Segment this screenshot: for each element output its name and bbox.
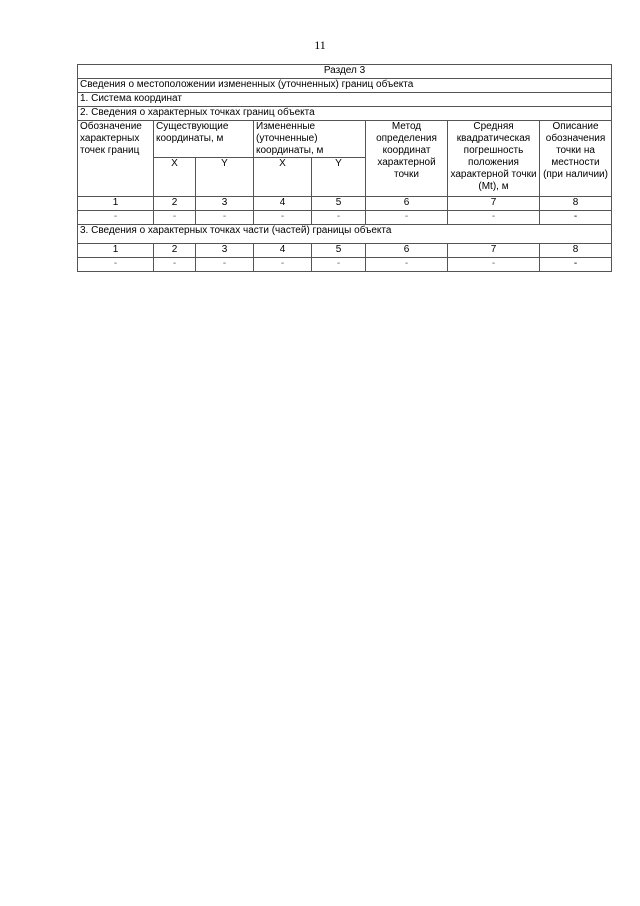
empty-cell: - bbox=[254, 211, 312, 225]
table-subtitle: Сведения о местоположении измененных (уточненных) границ объекта bbox=[78, 79, 612, 93]
empty-cell: - bbox=[154, 258, 196, 272]
header-point-designation: Обозначение характерных точек границ bbox=[78, 121, 154, 197]
column-number: 3 bbox=[196, 197, 254, 211]
header-changed-x: X bbox=[254, 158, 312, 197]
empty-cell: - bbox=[366, 211, 448, 225]
header-changed-y: Y bbox=[312, 158, 366, 197]
column-number: 1 bbox=[78, 197, 154, 211]
column-number: 5 bbox=[312, 244, 366, 258]
empty-cell: - bbox=[448, 258, 540, 272]
empty-cell: - bbox=[196, 211, 254, 225]
boundary-points-table bbox=[77, 64, 612, 272]
header-existing-x: X bbox=[154, 158, 196, 197]
empty-cell: - bbox=[540, 258, 612, 272]
empty-cell: - bbox=[312, 211, 366, 225]
header-existing-y: Y bbox=[196, 158, 254, 197]
column-number: 1 bbox=[78, 244, 154, 258]
column-number: 8 bbox=[540, 197, 612, 211]
column-number: 2 bbox=[154, 244, 196, 258]
header-method: Метод определения координат характерной точки bbox=[366, 121, 448, 197]
column-number: 6 bbox=[366, 244, 448, 258]
column-number: 4 bbox=[254, 244, 312, 258]
empty-cell: - bbox=[312, 258, 366, 272]
empty-cell: - bbox=[154, 211, 196, 225]
column-number: 7 bbox=[448, 244, 540, 258]
header-changed-coordinates: Измененные (уточненные) координаты, м bbox=[254, 121, 366, 158]
section-coordinate-system: 1. Система координат bbox=[78, 93, 612, 107]
section-boundary-points: 2. Сведения о характерных точках границ объекта bbox=[78, 107, 612, 121]
column-number: 7 bbox=[448, 197, 540, 211]
empty-cell: - bbox=[196, 258, 254, 272]
section-part-boundary-points: 3. Сведения о характерных точках части (частей) границы объекта bbox=[78, 225, 612, 244]
empty-cell: - bbox=[78, 258, 154, 272]
column-number: 6 bbox=[366, 197, 448, 211]
table-title: Раздел 3 bbox=[78, 65, 612, 79]
empty-cell: - bbox=[78, 211, 154, 225]
empty-cell: - bbox=[366, 258, 448, 272]
column-number: 2 bbox=[154, 197, 196, 211]
empty-cell: - bbox=[540, 211, 612, 225]
column-number: 5 bbox=[312, 197, 366, 211]
column-number: 3 bbox=[196, 244, 254, 258]
page-number: 11 bbox=[314, 38, 326, 52]
header-existing-coordinates: Существующие координаты, м bbox=[154, 121, 254, 158]
header-mean-square-error: Средняя квадратическая погрешность положения характерной точки (Mt), м bbox=[448, 121, 540, 197]
column-number: 8 bbox=[540, 244, 612, 258]
column-number: 4 bbox=[254, 197, 312, 211]
empty-cell: - bbox=[448, 211, 540, 225]
empty-cell: - bbox=[254, 258, 312, 272]
header-description: Описание обозначения точки на местности (при наличии) bbox=[540, 121, 612, 197]
